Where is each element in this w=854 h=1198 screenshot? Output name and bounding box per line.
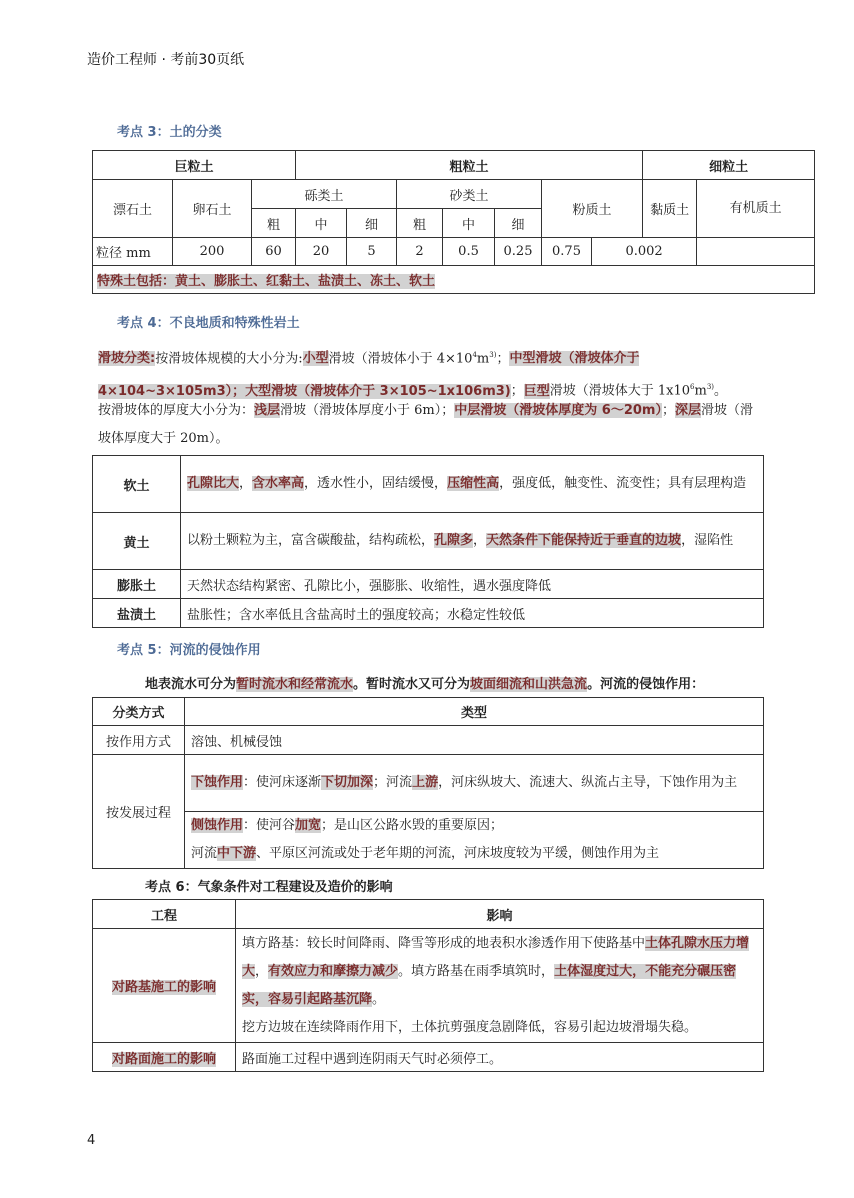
river-erosion-table — [92, 697, 764, 869]
row-name: 黄土 — [93, 513, 181, 570]
page-number: 4 — [87, 1133, 96, 1148]
soil-organic: 有机质土 — [697, 180, 815, 238]
soil-classification-table — [92, 150, 815, 294]
row-name: 对路面施工的影响 — [111, 1051, 216, 1067]
size-value: 20 — [296, 238, 347, 266]
size-value: 0.5 — [443, 238, 495, 266]
size-value: 2 — [397, 238, 443, 266]
lateral-text: 侧蚀作用：使河谷加宽；是山区公路水毁的重要原因； 河流中下游、平原区河流或处于老年期的河流，河床坡度较为平缓，侧蚀作用为主 — [185, 812, 764, 869]
soil-gravel: 砾类土 — [252, 180, 397, 209]
gravel-coarse: 粗 — [252, 209, 296, 238]
size-value: 200 — [173, 238, 252, 266]
row-name: 盐渍土 — [93, 599, 181, 628]
row-text: 盐胀性；含水率低且含盐高时土的强度较高；水稳定性较低 — [181, 599, 764, 628]
running-header: 造价工程师 · 考前30页纸 — [87, 52, 245, 68]
soil-boulder: 漂石土 — [93, 180, 173, 238]
sand-coarse: 粗 — [397, 209, 443, 238]
size-value: 0.75 — [542, 238, 592, 266]
row-name: 软土 — [93, 456, 181, 513]
size-value: 60 — [252, 238, 296, 266]
group-boulder: 巨粒土 — [93, 151, 296, 180]
pavement-impact-text: 路面施工过程中遇到连阴雨天气时必须停工。 — [236, 1043, 764, 1072]
size-label: 粒径 mm — [93, 238, 173, 266]
soil-clay: 黏质土 — [643, 180, 697, 238]
col-header: 分类方式 — [93, 698, 185, 726]
group-fine: 细粒土 — [643, 151, 815, 180]
size-value: 5 — [347, 238, 397, 266]
row-name: 对路基施工的影响 — [111, 980, 216, 995]
group-coarse: 粗粒土 — [296, 151, 643, 180]
gravel-medium: 中 — [296, 209, 347, 238]
size-value: 0.002 — [592, 238, 697, 266]
sand-medium: 中 — [443, 209, 495, 238]
row-text: 溶蚀、机械侵蚀 — [185, 726, 764, 755]
row-text: 天然状态结构紧密、孔隙比小，强膨胀、收缩性，遇水强度降低 — [181, 570, 764, 599]
section-3-title: 考点 3：土的分类 — [117, 125, 222, 140]
col-header: 影响 — [236, 900, 764, 929]
subgrade-impact-text: 填方路基：较长时间降雨、降雪等形成的地表积水渗透作用下使路基中土体孔隙水压力增大，有效应力和摩擦力减少。填方路基在雨季填筑时，土体湿度过大，不能充分碾压密实，容易引起路基沉降。 挖方边坡在连续降雨作用下，土体抗剪强度急剧降低，容易引起边坡滑塌失稳。 — [236, 929, 764, 1043]
soil-silt: 粉质土 — [542, 180, 643, 238]
special-soil-table: 软土 孔隙比大，含水率高，透水性小，固结缓慢，压缩性高，强度低，触变性、流变性；具有层理构造 黄土 以粉土颗粒为主，富含碳酸盐，结构疏松，孔隙多，天然条件下能保持近于垂直的边坡，湿陷性 膨胀土 天然状态结构紧密、孔隙比小，强膨胀、收缩性，遇水强度降低 盐渍土 盐胀性；含水率低且含盐高时土的强度较高；水稳定性较低 — [92, 455, 764, 628]
col-header: 类型 — [185, 698, 764, 726]
sand-fine: 细 — [495, 209, 542, 238]
landslide-thickness-paragraph: 按滑坡体的厚度大小分为：浅层滑坡（滑坡体厚度小于 6m）；中层滑坡（滑坡体厚度为 6～20m）；深层滑坡（滑坡体厚度大于 20m）。 — [98, 403, 754, 446]
row-name: 按发展过程 — [93, 755, 185, 869]
section-4-title: 考点 4：不良地质和特殊性岩土 — [117, 316, 300, 331]
size-value: 0.25 — [495, 238, 542, 266]
section-6-title: 考点 6：气象条件对工程建设及造价的影响 — [145, 880, 393, 895]
section-5-title: 考点 5：河流的侵蚀作用 — [117, 643, 261, 658]
landslide-scale-paragraph: 滑坡分类:按滑坡体规模的大小分为:小型滑坡（滑坡体小于 $4\times 10^4m^{3)}$；中型滑坡（滑坡体介于 4×104~3×105m3）；大型滑坡（滑坡体介于 3×105~1x106m3)；巨型滑坡（滑坡体大于 $1x10^6m^{3)}$。 — [98, 351, 728, 399]
col-header: 工程 — [93, 900, 236, 929]
soil-cobble: 卵石土 — [173, 180, 252, 238]
weather-impact-table — [92, 899, 764, 1072]
gravel-fine: 细 — [347, 209, 397, 238]
soil-sand: 砂类土 — [397, 180, 542, 209]
row-name: 按作用方式 — [93, 726, 185, 755]
special-soils-note: 特殊土包括：黄土、膨胀土、红黏土、盐渍土、冻土、软土 — [97, 274, 436, 289]
downcutting-text: 下蚀作用：使河床逐渐下切加深；河流上游，河床纵坡大、流速大、纵流占主导，下蚀作用为主 — [185, 755, 764, 812]
row-name: 膨胀土 — [93, 570, 181, 599]
river-intro: 地表流水可分为暂时流水和经常流水。暂时流水又可分为坡面细流和山洪急流。河流的侵蚀作用： — [145, 677, 705, 692]
